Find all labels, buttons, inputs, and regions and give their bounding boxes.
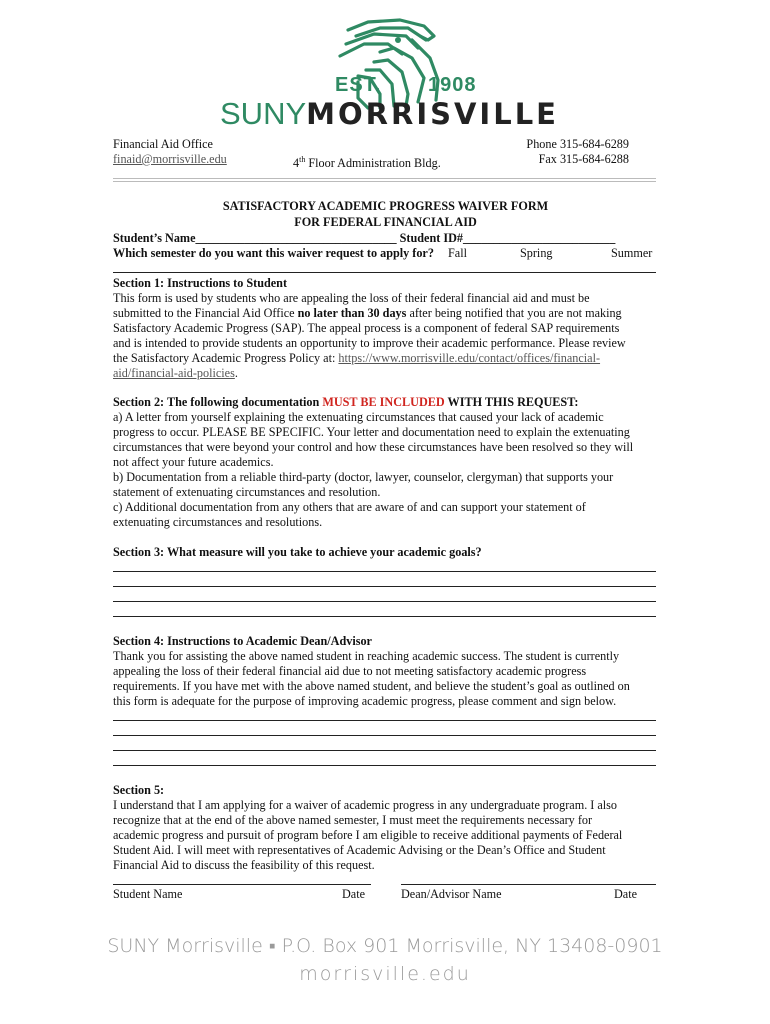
logo [200,18,570,142]
section1-text: submitted to the Financial Aid Office [113,306,298,320]
building-address [293,152,441,171]
section5-heading: Section 5: [113,783,165,797]
logo-wordmark [220,96,559,131]
logo-suny: SUNY [220,96,307,131]
student-date-caption: Date [342,887,366,901]
section2-line: progress to occur. PLEASE BE SPECIFIC. Your letter and documentation need to explain the extenuating [113,425,630,439]
section5-line: Student Aid. I will meet with representatives of Academic Advising or the Dean’s Office and Student [113,843,606,857]
header-divider [113,178,656,182]
building-floor: 4 [293,156,300,171]
section2-line: a) A letter from yourself explaining the extenuating circumstances that caused your lack of academic [113,410,604,424]
policy-link[interactable]: aid/financial-aid-policies [113,366,235,380]
must-be-included-emphasis: MUST BE INCLUDED [322,395,445,409]
section5-line: academic progress and pursuit of program before I am eligible to receive additional payments of Federal [113,828,623,842]
section2-heading [113,395,658,410]
form-title-line2: FOR FEDERAL FINANCIAL AID [294,215,477,229]
advisor-date-caption: Date [614,887,638,901]
email-link[interactable]: finaid@morrisville.edu [113,152,227,166]
student-id-blank[interactable]: _________________________ [462,231,616,245]
section2-line: b) Documentation from a reliable third-party (doctor, lawyer, counselor, clergyman) that supports your [113,470,614,484]
section1-heading: Section 1: Instructions to Student [113,276,288,290]
student-name-caption: Student Name [113,887,183,901]
building-floor-suffix: th [299,155,306,164]
section-divider [113,272,656,273]
section5-line: recognize that at the end of the above named semester, I must meet the requirements necessary for [113,813,593,827]
student-name-blank[interactable]: _________________________________ [195,231,397,245]
section1-line: This form is used by students who are appealing the loss of their federal financial aid and must be [113,291,590,305]
office-name: Financial Aid Office [113,137,213,151]
section2-heading-text: WITH THIS REQUEST: [444,395,579,409]
comment-line[interactable] [113,765,656,766]
semester-question: Which semester do you want this waiver request to apply for? [113,246,434,260]
section2-line: circumstances that were beyond your control and how these circumstances have been resolved so they will [113,440,634,454]
answer-line[interactable] [113,571,656,572]
section4-line: this form is adequate for the purpose of improving academic progress, please comment and sign below. [113,694,617,708]
answer-line[interactable] [113,586,656,587]
section1-line: Satisfactory Academic Progress (SAP). The appeal process is a component of federal SAP requirements [113,321,620,335]
section1-line [113,366,658,381]
section5-line: Financial Aid to discuss the feasibility of this request. [113,858,375,872]
section3-heading: Section 3: What measure will you take to achieve your academic goals? [113,545,482,559]
advisor-signature-line[interactable] [401,884,656,885]
section4-heading: Section 4: Instructions to Academic Dean/Advisor [113,634,372,648]
deadline-emphasis: no later than 30 days [297,306,407,320]
section4-line: appealing the loss of their federal financial aid due to not meeting satisfactory academic progress [113,664,587,678]
semester-option-summer[interactable]: Summer [611,246,653,260]
section1-line [113,306,658,321]
student-signature-line[interactable] [113,884,371,885]
logo-year: 1908 [428,74,477,96]
section1-line: and is intended to provide students an opportunity to improve their academic performance. Please review [113,336,626,350]
phone-number: Phone 315-684-6289 [526,137,629,151]
section2-line: extenuating circumstances and resolutions. [113,515,323,529]
section2-heading-text: Section 2: The following documentation [113,395,323,409]
section2-line: c) Additional documentation from any others that are aware of and can support your statement of [113,500,586,514]
comment-line[interactable] [113,750,656,751]
semester-option-fall[interactable]: Fall [448,246,467,260]
policy-text: the Satisfactory Academic Progress Policy at: [113,351,339,365]
section2-line: statement of extenuating circumstances and resolution. [113,485,381,499]
section2-line: not affect your future academics. [113,455,274,469]
form-title-line1: SATISFACTORY ACADEMIC PROGRESS WAIVER FORM [222,199,549,213]
horse-eye-icon [395,37,401,43]
student-name-label: Student’s Name [113,231,196,245]
section5-line: I understand that I am applying for a waiver of academic progress in any undergraduate program. I also [113,798,618,812]
logo-est: EST. [335,74,382,96]
student-id-label: Student ID# [399,231,463,245]
logo-morrisville: MORRISVILLE [306,97,559,131]
student-name-field[interactable] [113,231,615,246]
section1-line [113,351,658,366]
section4-line: requirements. If you have met with the above named student, and believe the student’s goal as outlined on [113,679,630,693]
answer-line[interactable] [113,616,656,617]
section1-text: after being notified that you are not making [406,306,622,320]
semester-option-spring[interactable]: Spring [520,246,553,260]
building-rest: Floor Administration Bldg. [305,156,441,171]
policy-link[interactable]: https://www.morrisville.edu/contact/offices/financial- [338,351,601,365]
answer-line[interactable] [113,601,656,602]
advisor-name-caption: Dean/Advisor Name [401,887,502,901]
comment-line[interactable] [113,720,656,721]
section4-line: Thank you for assisting the above named student in reaching academic success. The student is currently [113,649,620,663]
footer-website[interactable]: morrisville.edu [299,963,471,985]
policy-period: . [234,366,238,380]
comment-line[interactable] [113,735,656,736]
footer-address: SUNY Morrisville ▪ P.O. Box 901 Morrisville, NY 13408-0901 [107,935,663,957]
fax-number: Fax 315-684-6288 [538,152,629,166]
